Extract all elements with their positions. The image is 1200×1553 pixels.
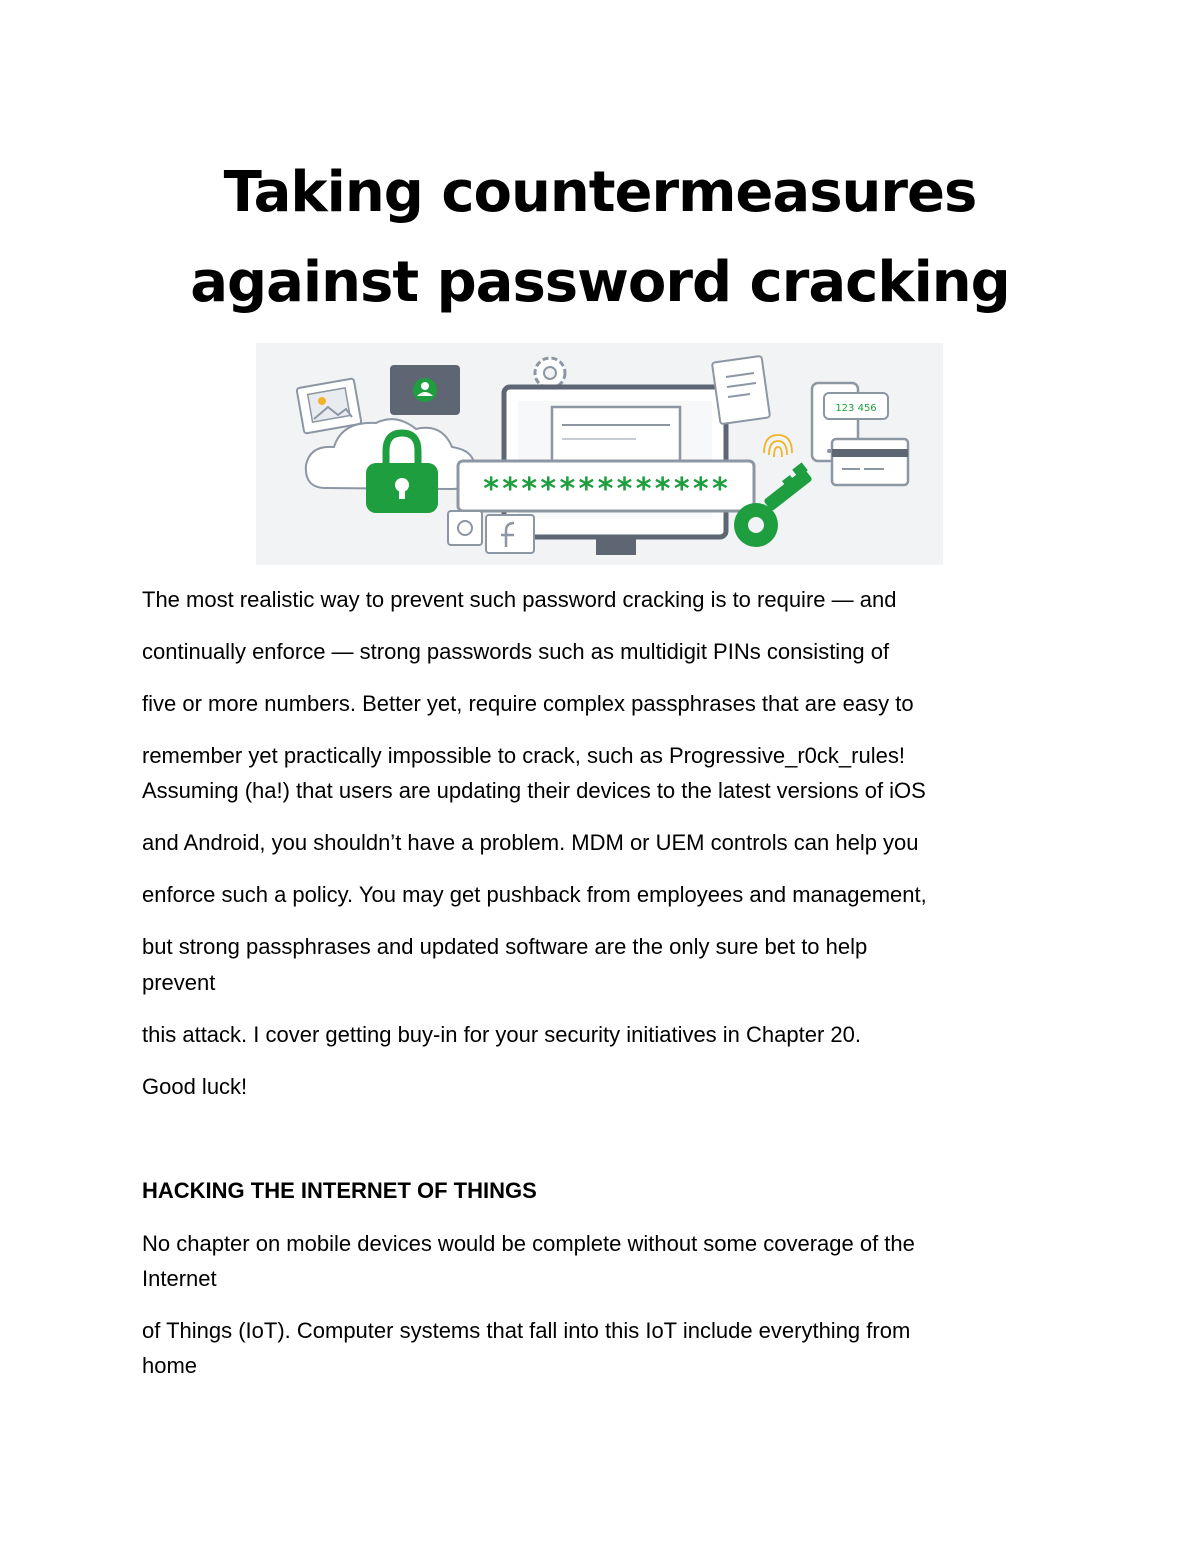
body-line: prevent <box>142 970 216 995</box>
password-security-illustration <box>256 343 943 565</box>
gear-icon <box>535 358 565 388</box>
page-title-line-1: Taking countermeasures <box>223 160 977 225</box>
body-line: The most realistic way to prevent such password cracking is to require — and <box>142 587 897 612</box>
section-heading: HACKING THE INTERNET OF THINGS <box>142 1178 537 1203</box>
body-line: five or more numbers. Better yet, require complex passphrases that are easy to <box>142 691 914 716</box>
camera-icon <box>448 511 482 545</box>
section-line: of Things (IoT). Computer systems that fall into this IoT include everything from <box>142 1318 911 1343</box>
credit-card-icon <box>832 439 908 485</box>
section-line: home <box>142 1353 198 1378</box>
phone-code-text: 123 456 <box>835 403 877 414</box>
password-field <box>458 461 754 511</box>
body-line: remember yet practically impossible to crack, such as Progressive_r0ck_rules! <box>142 743 905 768</box>
body-line: this attack. I cover getting buy-in for your security initiatives in Chapter 20. <box>142 1022 861 1047</box>
body-line: and Android, you shouldn’t have a problem. MDM or UEM controls can help you <box>142 830 919 855</box>
body-line: but strong passphrases and updated software are the only sure bet to help <box>142 934 868 959</box>
user-avatar-icon <box>390 365 460 415</box>
section-line: No chapter on mobile devices would be complete without some coverage of the <box>142 1231 915 1256</box>
facebook-icon <box>486 515 534 553</box>
password-mask-text: ************* <box>482 472 730 507</box>
page-title-line-2: against password cracking <box>190 250 1010 315</box>
section-line: Internet <box>142 1266 217 1291</box>
body-line: enforce such a policy. You may get pushback from employees and management, <box>142 882 927 907</box>
body-line: Good luck! <box>142 1074 248 1099</box>
body-line: Assuming (ha!) that users are updating their devices to the latest versions of iOS <box>142 778 926 803</box>
document-icon <box>712 356 770 424</box>
body-line: continually enforce — strong passwords such as multidigit PINs consisting of <box>142 639 890 664</box>
